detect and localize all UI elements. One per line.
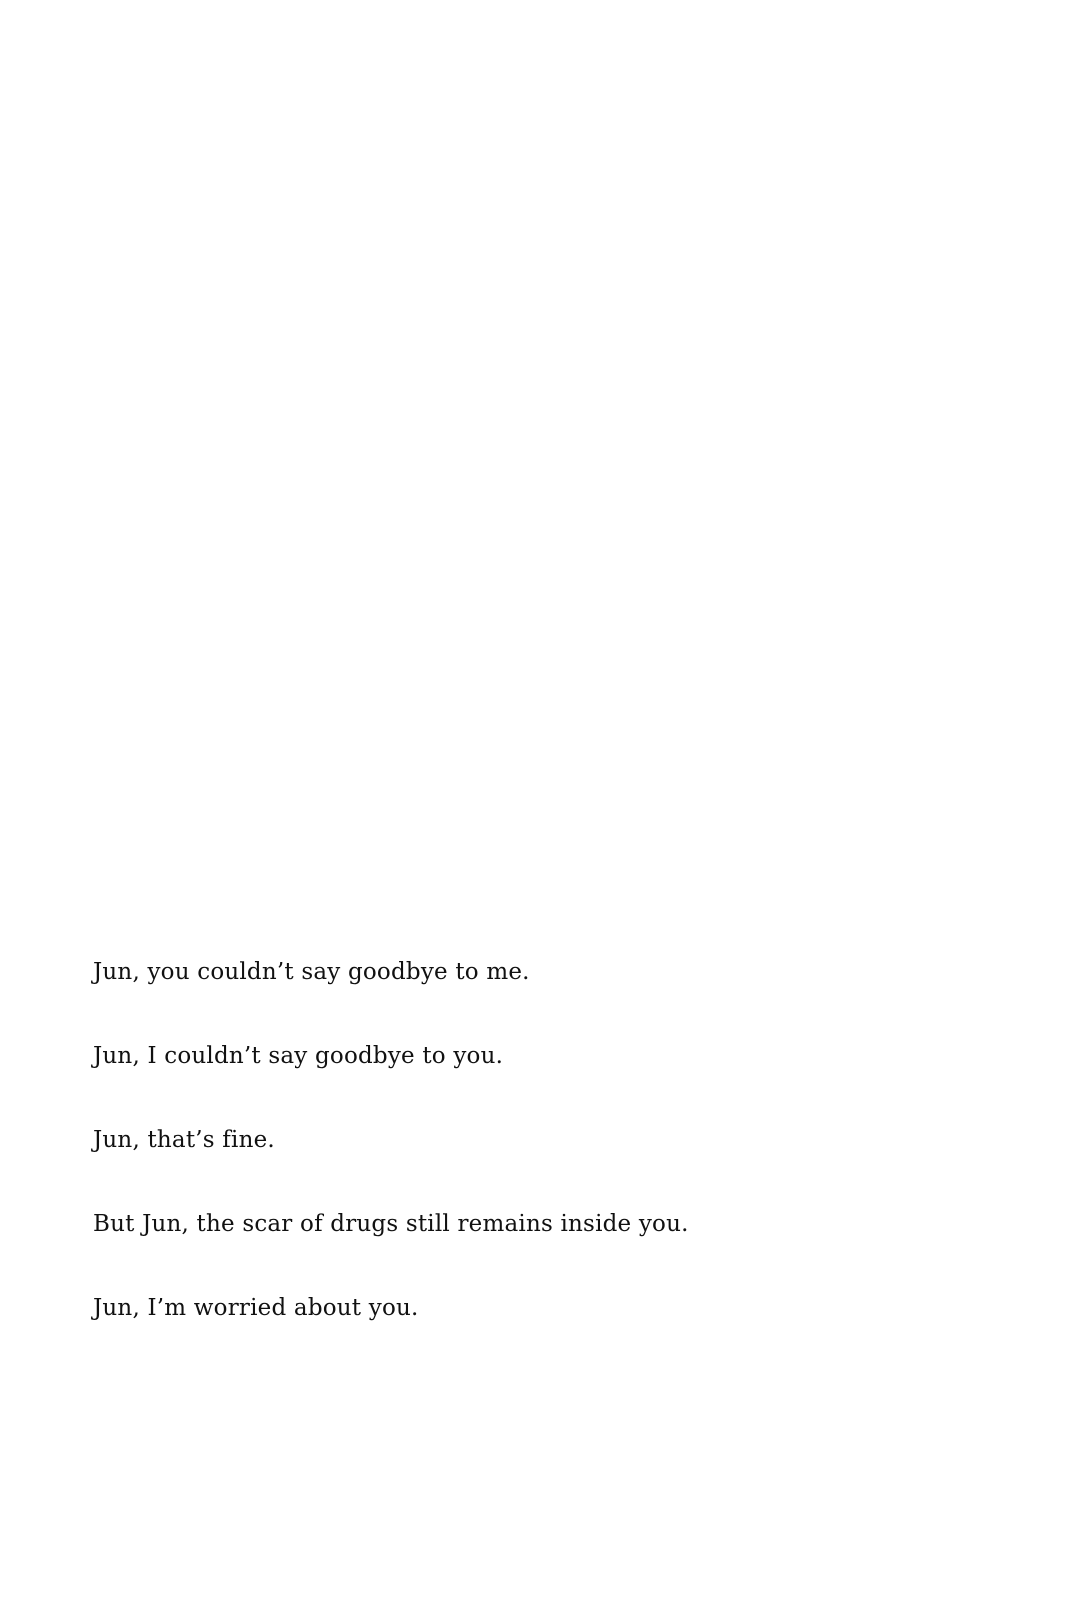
text-line-4: But Jun, the scar of drugs still remains inside you. (93, 1211, 689, 1237)
text-line-5: Jun, I’m worried about you. (93, 1295, 419, 1321)
text-line-1: Jun, you couldn’t say goodbye to me. (93, 959, 530, 985)
text-block (93, 958, 993, 1378)
text-line-3: Jun, that’s fine. (93, 1127, 275, 1153)
text-line-2: Jun, I couldn’t say goodbye to you. (93, 1043, 504, 1069)
